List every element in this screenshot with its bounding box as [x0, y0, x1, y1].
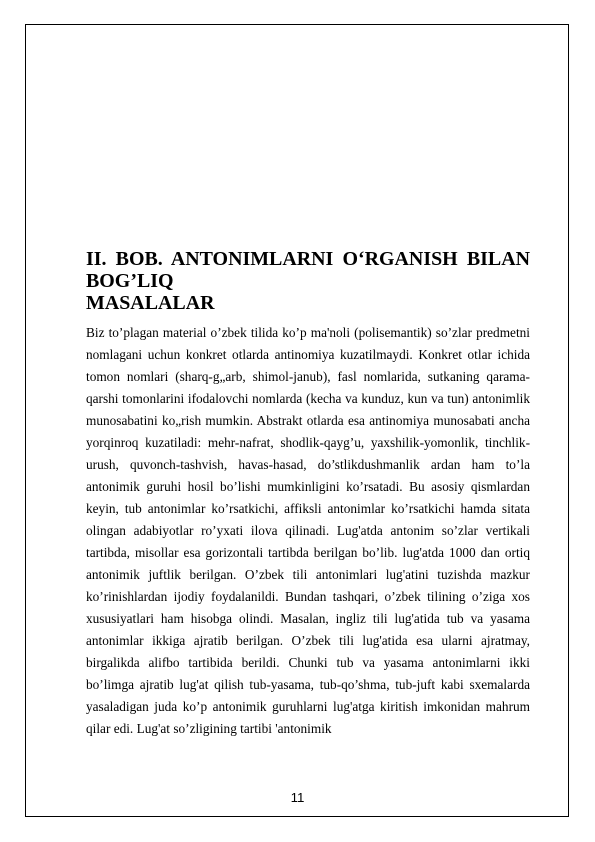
page-number: 11: [290, 790, 305, 805]
chapter-heading-line2: MASALALAR: [86, 292, 215, 314]
chapter-heading: [86, 248, 530, 314]
document-body: [86, 248, 530, 740]
chapter-heading-line1: II. BOB. ANTONIMLARNI O‘RGANISH BILAN BOG’LIQ: [86, 248, 530, 292]
body-paragraph: Biz to’plagan material o’zbek tilida ko’p ma'noli (polisemantik) so’zlar predmetni nomlagani uchun konkret otlarda antinomiya kuzatilmaydi. Konkret otlar ichida tomon nomlari (sharq-g„arb, shimol-janub), fasl nomlarida, sutkaning qarama-qarshi tomonlarini ifodalovchi nomlarda (kecha va kunduz, kun va tun) antonimlik munosabatini ko„rish mumkin. Abstrakt otlarda esa antinomiya munosabati ancha yorqinroq kuzatiladi: mehr-nafrat, shodlik-qayg’u, yaxshilik-yomonlik, tinchlik-urush, quvonch-tashvish, havas-hasad, do’stlikdushmanlik ardan ham to’la antonimik guruhi hosil bo’lishi mumkinligini ko’rsatadi. Bu asosiy qismlardan keyin, tub antonimlar ko’rsatkichi, affiksli antonimlar ko’rsatkichi hamda sitata olingan adabiyotlar ro’yxati ilova qilinadi. Lug'atda antonim so’zlar vertikali tartibda, misollar esa gorizontali tartibda berilgan bo’lib. lug'atda 1000 dan ortiq antonimik juftlik berilgan. O’zbek tili antonimlari lug'atini tuzishda mazkur ko’rinishlardan ijodiy foydalanildi. Bundan tashqari, o’zbek tilining o’ziga xos xususiyatlari ham hisobga olindi. Masalan, ingliz tili lug'atida tub va yasama antonimlar ikkiga ajratib berilgan. O’zbek tili lug'atida esa ularni ajratmay, birgalikda alifbo tartibida berildi. Chunki tub va yasama antonimlarni ikki bo’limga ajratib lug'at qilish tub-yasama, tub-qo’shma, tub-juft kabi sxemalarda yasaladigan juda ko’p antonimik guruhlarni lug'atga kiritish imkonidan mahrum qilar edi. Lug'at so’zligining tartibi 'antonimik: [86, 325, 530, 736]
